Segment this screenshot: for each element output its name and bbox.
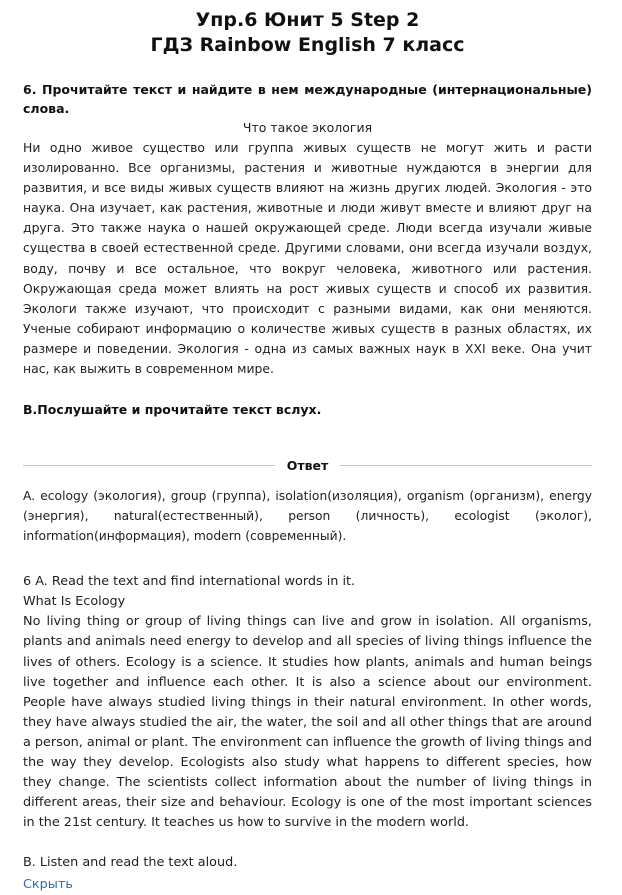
text-title-en: What Is Ecology — [23, 594, 126, 610]
text-title-ru: Что такое экология — [242, 120, 373, 135]
divider-line-right — [340, 465, 592, 466]
task-b-en: B. Listen and read the text aloud. — [23, 855, 238, 871]
text-body-ru: Ни одно живое существо или группа живых существ не могут жить и расти изолированно. Все организмы, растения и животные нуждаются в энергии для развития, и все виды живых существ влияют на жизнь других людей. Экология - это наука. Она изучает, как растения, животные и люди живут вместе и влияют друг на друга. Это также наука о нашей окружающей среде. Люди всегда изучали живые существа в своей естественной среде. Другими словами, они всегда изучали воздух, воду, почву и все остальное, что вокруг человека, животного или растения. Окружающая среда может влиять на рост живых существ и способ их развития. Экологи также изучают, что происходит с разными видами, как они меняются. Ученые собирают информацию о количестве живых существ в разных областях, их размере и поведении. Экология - одна из самых важных наук в XXI веке. Она учит нас, как выжить в современном мире. — [23, 140, 592, 377]
task-b-heading: В.Послушайте и прочитайте текст вслух. — [23, 402, 322, 418]
answer-part-a: A. ecology (экология), group (группа), isolation(изоляция), organism (организм), energy (энергия), natural(естественный), person (личность), ecologist (эколог), information(информация), modern (современный). — [23, 489, 592, 544]
answer-label: Ответ — [286, 457, 329, 473]
text-body-en: No living thing or group of living things can live and grow in isolation. All organisms, plants and animals need energy to develop and all species of living things influence the lives of others. Ecology is a science. It studies how plants, animals and human beings live together and influence each other. It is also a science about our environment. People have always studied living things in their natural environment. In other words, they have always studied the air, the water, the soil and all other things that are around a person, animal or plant. The environment can influence the growth of living things and the way they develop. Ecologists also study what happens to different species, how they change. The scientists collect information about the number of living things in different areas, their size and behaviour. Ecology is one of the most important sciences in the 21st century. It teaches us how to survive in the modern world. — [23, 614, 592, 831]
title-line-2: ГДЗ Rainbow English 7 класс — [150, 34, 465, 56]
answer-divider — [23, 454, 592, 476]
hide-answer-link[interactable]: Скрыть — [23, 877, 73, 893]
title-line-1: Упр.6 Юнит 5 Step 2 — [195, 9, 420, 31]
page — [0, 8, 622, 894]
page-title — [23, 8, 592, 58]
task-a-heading: 6. Прочитайте текст и найдите в нем международные (интернациональные) слова. — [23, 82, 592, 116]
task-a-en: 6 A. Read the text and find international words in it. — [23, 574, 356, 590]
divider-line-left — [23, 465, 275, 466]
